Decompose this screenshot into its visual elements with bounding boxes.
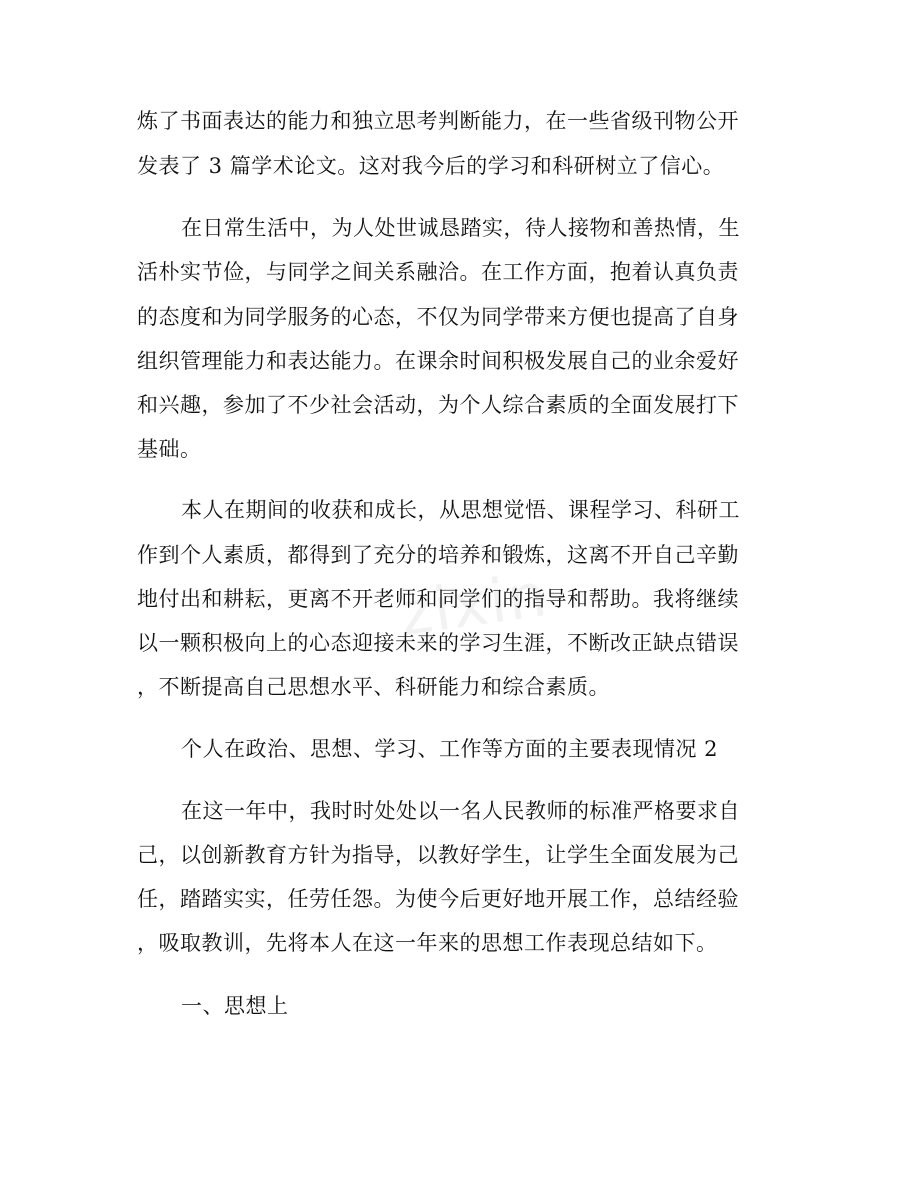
text-line: 炼了书面表达的能力和独立思考判断能力，在一些省级刊物公开 (137, 109, 739, 133)
text-line: 己，以创新教育方针为指导，以教好学生，让学生全面发展为己 (137, 843, 739, 867)
section-heading: 个人在政治、思想、学习、工作等方面的主要表现情况 2 (181, 737, 719, 761)
text-line: 组织管理能力和表达能力。在课余时间积极发展自己的业余爱好 (137, 349, 739, 373)
text-line: ，不断提高自己思想水平、科研能力和综合素质。 (137, 675, 610, 699)
text-line: 的态度和为同学服务的心态，不仅为同学带来方便也提高了自身 (137, 305, 739, 329)
text-line: 任，踏踏实实，任劳任怨。为使今后更好地开展工作，总结经验 (137, 887, 739, 911)
watermark: zixin (395, 560, 553, 650)
text-line: 在这一年中，我时时处处以一名人民教师的标准严格要求自 (181, 799, 740, 823)
text-line: ，吸取教训，先将本人在这一年来的思想工作表现总结如下。 (137, 931, 718, 955)
subsection-heading: 一、思想上 (181, 994, 289, 1018)
text-line: 基础。 (137, 437, 202, 461)
text-line: 地付出和耕耘，更离不开老师和同学们的指导和帮助。我将继续 (137, 587, 739, 611)
text-line: 发表了 3 篇学术论文。这对我今后的学习和科研树立了信心。 (137, 154, 725, 178)
text-line: 作到个人素质，都得到了充分的培养和锻炼，这离不开自己辛勤 (137, 543, 739, 567)
text-line: 以一颗积极向上的心态迎接未来的学习生涯，不断改正缺点错误 (137, 631, 739, 655)
text-line: 和兴趣，参加了不少社会活动，为个人综合素质的全面发展打下 (137, 393, 739, 417)
text-line: 活朴实节俭，与同学之间关系融洽。在工作方面，抱着认真负责 (137, 260, 739, 284)
text-line: 在日常生活中，为人处世诚恳踏实，待人接物和善热情，生 (181, 216, 740, 240)
text-line: 本人在期间的收获和成长，从思想觉悟、课程学习、科研工 (181, 498, 740, 522)
